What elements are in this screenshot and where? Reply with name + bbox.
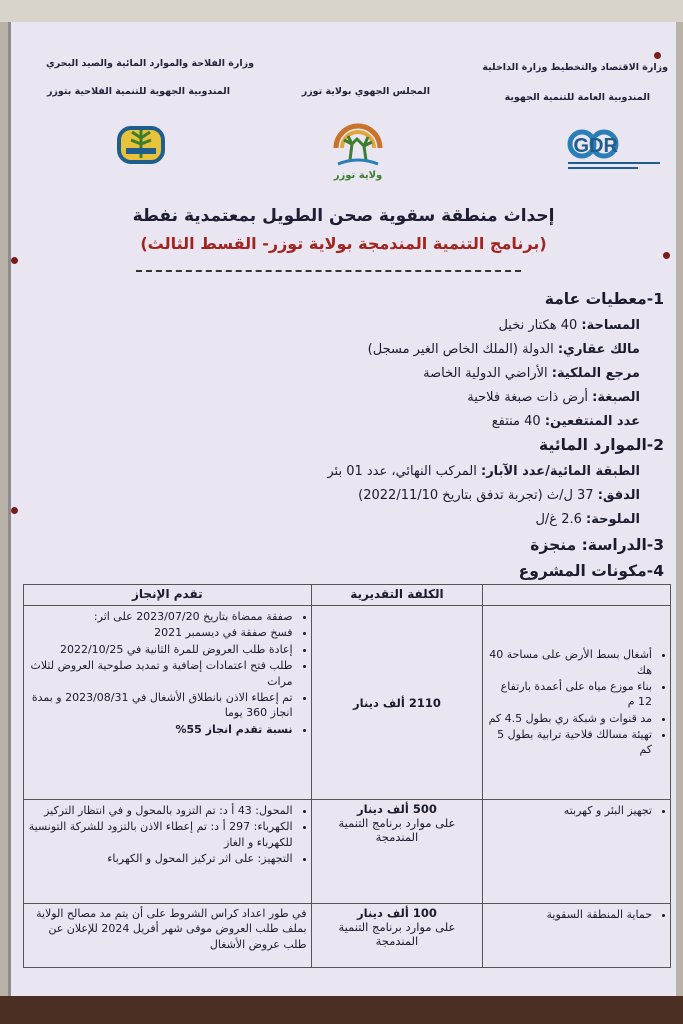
table-row: [24, 800, 671, 904]
progress-item: • إعادة طلب العروض للمرة الثانية في 2022/10/25: [28, 642, 293, 657]
header-cgdr-right: المندوبية العامة للتنمية الجهوية: [504, 92, 650, 103]
salinity-label: الملوحة:: [586, 512, 640, 527]
salinity-line: [535, 512, 640, 527]
page-subtitle: (برنامج التنمية المندمجة بولاية توزر- القسط الثالث): [140, 234, 547, 253]
cost-cell: [311, 800, 483, 904]
pin: [11, 507, 18, 514]
progress-cell: [24, 606, 312, 800]
land-type-line: [467, 390, 640, 405]
component-cell: [483, 800, 671, 904]
components-heading: 4-مكونات المشروع: [518, 562, 664, 580]
board-frame: [0, 996, 683, 1024]
owner-line: [368, 342, 640, 357]
progress-cell: [24, 904, 312, 968]
general-heading: 1-معطيات عامة: [544, 290, 664, 308]
study-heading: 3-الدراسة:: [581, 536, 664, 554]
land-type-value: أرض ذات صبغة فلاحية: [467, 390, 588, 405]
component-item: • تهيئة مسالك فلاحية ترابية بطول 5 كم: [487, 727, 652, 758]
cost-value: 100 ألف دينار: [357, 906, 437, 920]
ownership-ref-value: الأراضي الدولية الخاصة: [423, 366, 548, 381]
cost-cell: [311, 606, 483, 800]
component-cell: [483, 606, 671, 800]
header-ministry-left: وزارة الفلاحة والموارد المائية والصيد البحري: [46, 58, 254, 69]
progress-item: • التجهيز: على اثر تركيز المحول و الكهرباء: [28, 851, 293, 866]
svg-text:GDR: GDR: [573, 135, 618, 157]
header-regional-council: المجلس الجهوي بولاية توزر: [301, 86, 430, 97]
cost-cell: [311, 904, 483, 968]
crda-logo: [116, 118, 166, 168]
beneficiaries-label: عدد المنتفعين:: [544, 414, 640, 429]
cost-value: 2110 ألف دينار: [353, 695, 441, 710]
land-type-label: الصبغة:: [592, 390, 640, 405]
owner-label: مالك عقاري:: [557, 342, 640, 357]
cost-value: 500 ألف دينار: [357, 802, 437, 816]
progress-item: • الكهرباء: 297 أ د: تم إعطاء الاذن بالتزود للشركة التونسية للكهرباء و الغاز: [28, 819, 293, 850]
component-item: • مد قنوات و شبكة ري بطول 4.5 كم: [487, 711, 652, 726]
ownership-ref-line: [423, 366, 640, 381]
header-crda-left: المندوبية الجهوية للتنمية الفلاحية بتوزر: [46, 86, 230, 97]
beneficiaries-line: [492, 414, 640, 429]
pin: [663, 252, 670, 259]
progress-item: • فسخ صفقة في ديسمبر 2021: [28, 625, 293, 640]
component-item: • بناء موزع مياه على أعمدة بارتفاع 12 م: [487, 679, 652, 710]
salinity-value: 2.6 غ/ل: [535, 512, 582, 527]
area-value: 40 هكتار نخيل: [498, 318, 578, 333]
header-ministry-right: وزارة الاقتصاد والتخطيط وزارة الداخلية: [482, 62, 668, 73]
col-header-component: [483, 585, 671, 606]
water-heading: 2-الموارد المائية: [539, 436, 664, 454]
progress-total: • نسبة تقدم انجاز 55%: [28, 722, 293, 737]
area-label: المساحة:: [581, 318, 640, 333]
page-title: إحداث منطقة سقوية صحن الطويل بمعتمدية نفطة: [132, 206, 555, 226]
notice-sheet: [8, 22, 676, 996]
flow-line: [358, 488, 640, 503]
progress-item: • تم إعطاء الاذن بانطلاق الأشغال في 2023/08/31 و بمدة انجاز 360 يوما: [28, 690, 293, 721]
area-line: [498, 318, 640, 333]
table-row: [24, 904, 671, 968]
progress-item: • المحول: 43 أ د: تم التزود بالمحول و في انتظار التركيز: [28, 803, 293, 818]
col-header-cost: الكلفة التقديرية: [311, 585, 483, 606]
cost-note: على موارد برنامج التنمية المندمجة: [338, 920, 456, 948]
dashed-divider: [136, 270, 521, 272]
pin: [11, 257, 18, 264]
cost-note: على موارد برنامج التنمية المندمجة: [338, 816, 456, 844]
table-header-row: [24, 585, 671, 606]
progress-item: • طلب فتح اعتمادات إضافية و تمديد صلوحية العروض لثلاث مرات: [28, 658, 293, 689]
component-item: • تجهيز البئر و كهربته: [487, 803, 652, 818]
cgdr-logo: [564, 126, 664, 172]
study-value: منجزة: [530, 536, 577, 554]
study-line: [530, 536, 664, 554]
flow-value: 37 ل/ث (تجربة تدفق بتاريخ 2022/11/10): [358, 488, 594, 503]
tozeur-logo-text: ولاية توزر: [333, 170, 383, 181]
water-layer-value: المركب النهائي، عدد 01 بئر: [327, 464, 477, 479]
col-header-progress: تقدم الإنجاز: [24, 585, 312, 606]
component-item: • حماية المنطقة السقوية: [487, 907, 652, 922]
table-row: [24, 606, 671, 800]
tozeur-logo: [328, 120, 388, 186]
component-cell: [483, 904, 671, 968]
water-layer-line: [327, 464, 640, 479]
progress-item: في طور اعداد كراس الشروط على أن يتم مد مصالح الولاية بملف طلب العروض موفى شهر أفريل 2024 للإعلان عن طلب عروض الأشغال: [36, 907, 307, 951]
wall-background: [0, 0, 683, 22]
beneficiaries-value: 40 منتفع: [491, 414, 541, 429]
ownership-ref-label: مرجع الملكية:: [551, 366, 640, 381]
water-layer-label: الطبقة المائية/عدد الآبار:: [481, 464, 640, 479]
progress-cell: [24, 800, 312, 904]
owner-value: الدولة (الملك الخاص الغير مسجل): [367, 342, 554, 357]
component-item: • أشغال بسط الأرض على مساحة 40 هك: [487, 647, 652, 678]
components-table: [23, 584, 671, 968]
flow-label: الدفق:: [597, 488, 640, 503]
progress-item: • صفقة ممضاة بتاريخ 2023/07/20 على اثر:: [28, 609, 293, 624]
pin: [654, 52, 661, 59]
